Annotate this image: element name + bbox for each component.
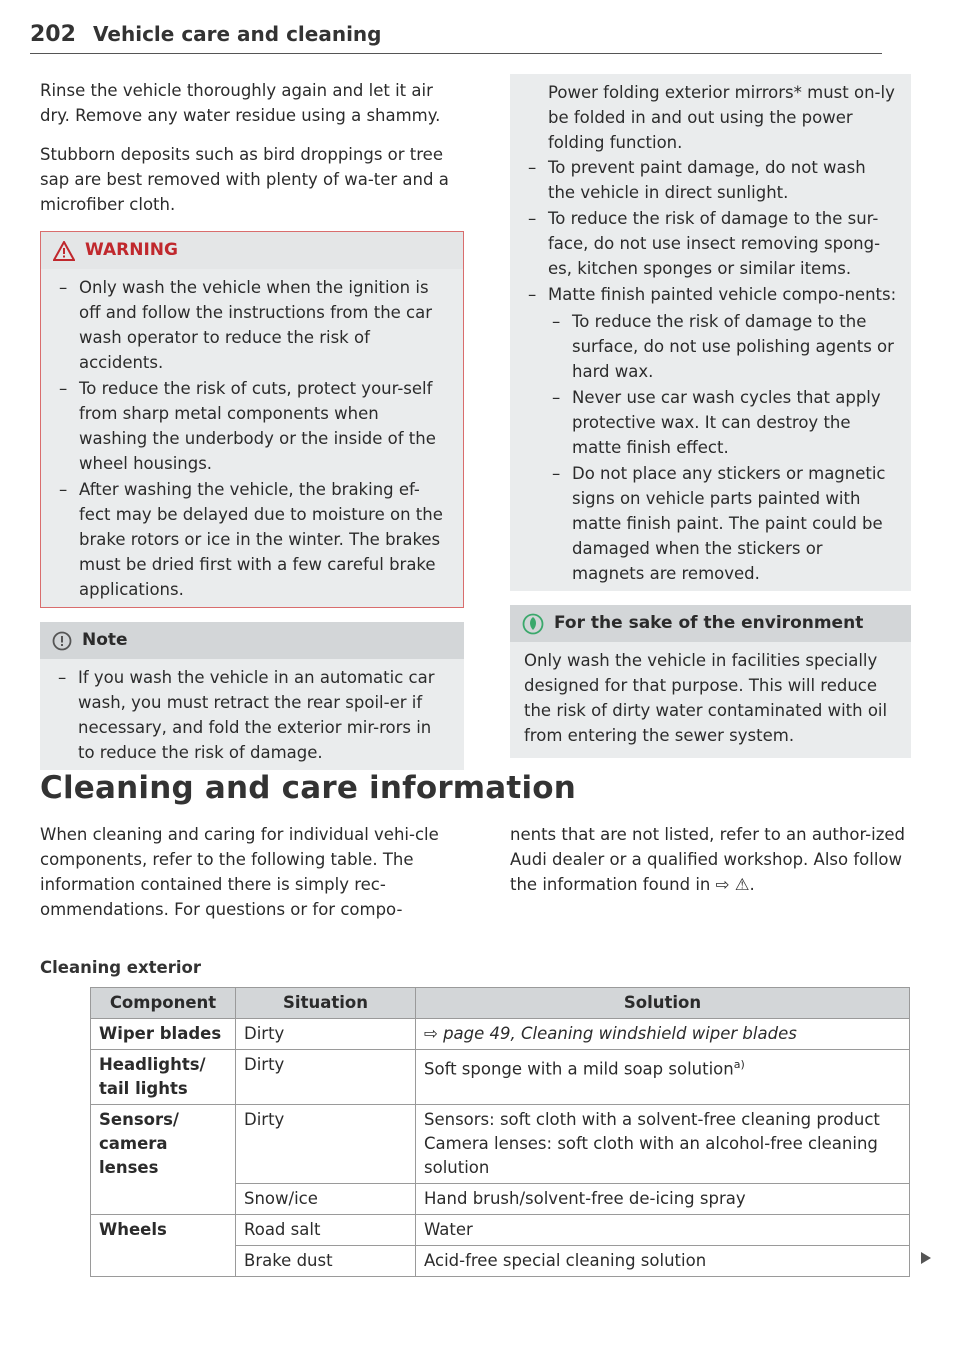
matte-item-text: Matte finish painted vehicle compo-nents:	[548, 285, 897, 304]
environment-leaf-icon	[522, 613, 544, 635]
intro-right-text: nents that are not listed, refer to an author-ized Audi dealer or a qualified workshop. Also follow the information found in ⇨ ⚠.	[510, 825, 906, 894]
table-header-row	[91, 988, 910, 1019]
situation-cell: Dirty	[236, 1105, 416, 1184]
table-row	[91, 1215, 910, 1246]
note-continued-list	[524, 155, 897, 586]
list-item: – To reduce the risk of cuts, protect your-self from sharp metal components when washing the underbody or the inside of the wheel housings.	[55, 376, 449, 476]
note-label: Note	[82, 630, 128, 650]
continue-arrow-icon	[921, 1252, 931, 1264]
situation-cell: Snow/ice	[236, 1184, 416, 1215]
list-item: – To reduce the risk of damage to the surface, do not use polishing agents or hard wax.	[548, 309, 897, 384]
intro-left-text: When cleaning and caring for individual vehi-cle components, refer to the following table. The information contained there is simply rec-ommendations. For questions or for compo-	[40, 825, 439, 919]
environment-label: For the sake of the environment	[554, 613, 864, 633]
warning-box	[40, 231, 464, 608]
footnote-marker: a)	[733, 1058, 745, 1071]
solution-cell: Hand brush/solvent-free de-icing spray	[416, 1184, 910, 1215]
solution-text: Soft sponge with a mild soap solution	[424, 1059, 734, 1079]
list-item: – After washing the vehicle, the braking ef-fect may be delayed due to moisture on the brake rotors or ice in the winter. The brakes must be dried first with a few careful brake applications.	[55, 477, 449, 602]
list-item: – To prevent paint damage, do not wash the vehicle in direct sunlight.	[524, 155, 897, 205]
right-column	[510, 74, 911, 758]
component-cell: Headlights/ tail lights	[91, 1050, 236, 1105]
warning-list	[55, 275, 449, 602]
situation-cell: Brake dust	[236, 1246, 416, 1277]
note-header	[40, 622, 464, 659]
solution-cell: Water	[416, 1215, 910, 1246]
list-item: – If you wash the vehicle in an automatic car wash, you must retract the rear spoil-er if necessary, and fold the exterior mir-rors in to reduce the risk of damage.	[54, 665, 450, 765]
continued-text: Power folding exterior mirrors* must on-ly be folded in and out using the power folding function.	[548, 83, 895, 152]
page-reference-link[interactable]: ⇨ page 49, Cleaning windshield wiper blades	[416, 1019, 910, 1050]
table-row	[91, 1019, 910, 1050]
note-list	[54, 665, 450, 765]
page-number: 202	[30, 22, 76, 47]
table-row	[91, 1105, 910, 1184]
paragraph-deposits: Stubborn deposits such as bird droppings or tree sap are best removed with plenty of wa-ter and a microfiber cloth.	[40, 145, 449, 214]
environment-text: Only wash the vehicle in facilities specially designed for that purpose. This will reduce the risk of dirty water contaminated with oil from entering the sewer system.	[524, 651, 888, 745]
situation-cell: Road salt	[236, 1215, 416, 1246]
paragraph-rinse: Rinse the vehicle thoroughly again and let it air dry. Remove any water residue using a shammy.	[40, 81, 441, 125]
solution-cell	[416, 1050, 910, 1105]
header-situation: Situation	[236, 988, 416, 1019]
list-item: – Never use car wash cycles that apply protective wax. It can destroy the matte finish effect.	[548, 385, 897, 460]
note-continued-box	[510, 74, 911, 591]
environment-header	[510, 605, 911, 642]
header-solution: Solution	[416, 988, 910, 1019]
component-cell: Wiper blades	[91, 1019, 236, 1050]
component-cell: Sensors/ camera lenses	[91, 1105, 236, 1215]
list-item: – Only wash the vehicle when the ignition is off and follow the instructions from the car wash operator to reduce the risk of accidents.	[55, 275, 449, 375]
info-circle-icon	[52, 631, 72, 651]
solution-cell: Acid-free special cleaning solution	[416, 1246, 910, 1277]
warning-label: WARNING	[85, 240, 178, 260]
warning-header	[41, 231, 463, 269]
section-title: Cleaning and care information	[40, 770, 577, 806]
environment-box	[510, 605, 911, 758]
list-item	[524, 282, 897, 586]
solution-cell	[416, 1105, 910, 1184]
chapter-title: Vehicle care and cleaning	[93, 22, 382, 46]
note-box	[40, 622, 464, 770]
page-header	[30, 22, 882, 54]
cleaning-exterior-table	[90, 987, 910, 1277]
table-row	[91, 1050, 910, 1105]
component-cell: Wheels	[91, 1215, 236, 1277]
list-item: – Do not place any stickers or magnetic signs on vehicle parts painted with matte finish paint. The paint could be damaged when the stickers or magnets are removed.	[548, 461, 897, 586]
matte-sub-list	[548, 309, 897, 586]
solution-text: Camera lenses: soft cloth with an alcohol-free cleaning solution	[424, 1134, 878, 1177]
situation-cell: Dirty	[236, 1050, 416, 1105]
left-column	[40, 78, 464, 770]
situation-cell: Dirty	[236, 1019, 416, 1050]
table-title: Cleaning exterior	[40, 958, 201, 977]
warning-triangle-icon	[53, 241, 75, 261]
header-component: Component	[91, 988, 236, 1019]
list-item: – To reduce the risk of damage to the sur-face, do not use insect removing spong-es, kitchen sponges or similar items.	[524, 206, 897, 281]
solution-text: Sensors: soft cloth with a solvent-free cleaning product	[424, 1110, 880, 1129]
